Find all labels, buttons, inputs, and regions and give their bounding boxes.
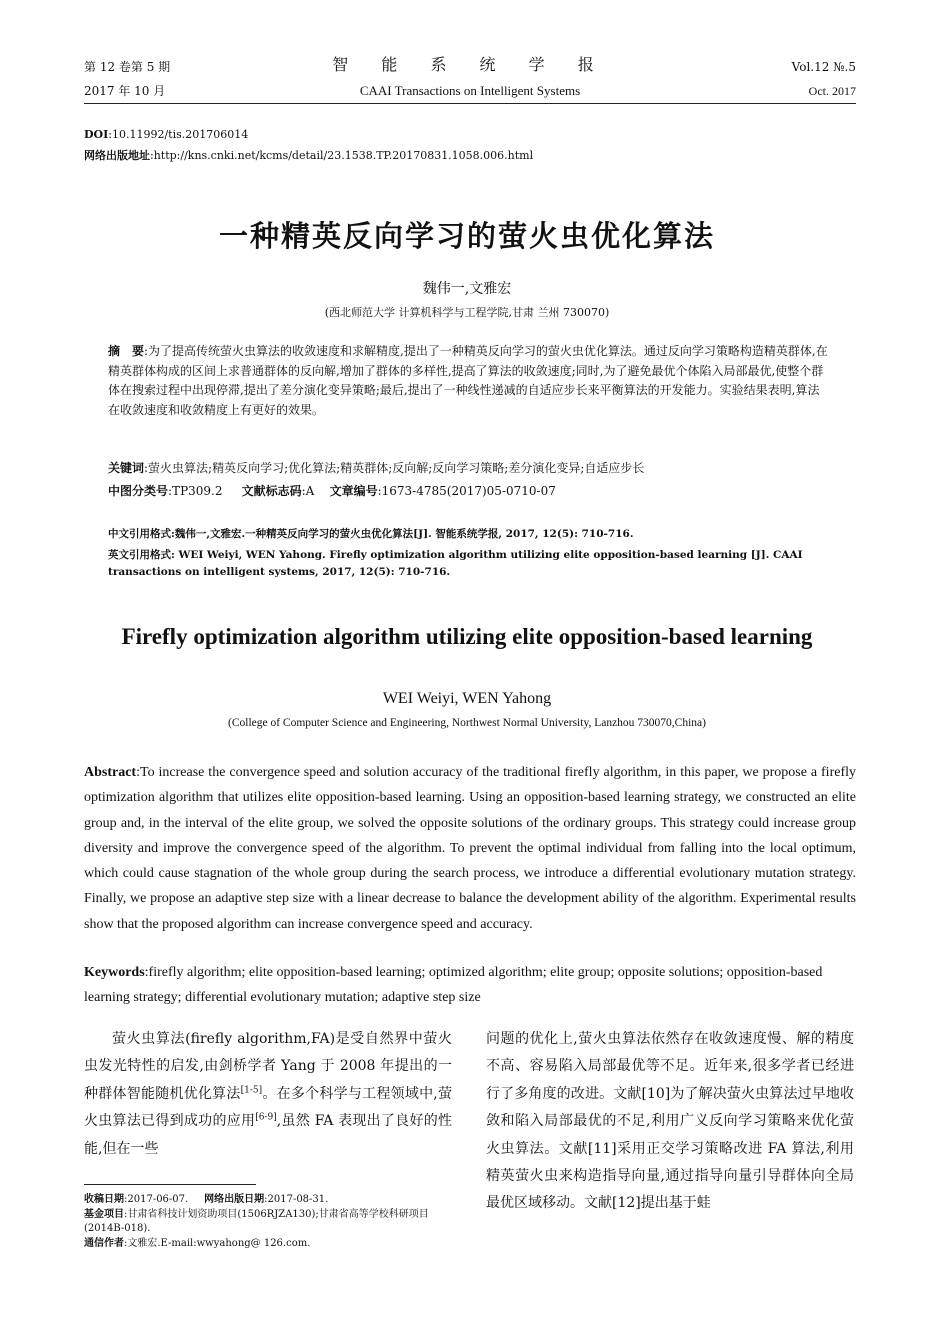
doi-line xyxy=(84,128,248,142)
abstract-en-text: :To increase the convergence speed and solution accuracy of the traditional firefly algorithm, in this paper, we propose a firefly optimization algorithm that utilizes elite opposition-based learning. Using an opposition-based learning strategy, we constructed an elite group and, in the interval of the elite group, we solved the opposite solutions of the ordinary groups. This strategy could increase group diversity and improve the convergence speed of the algorithm. To prevent the optimal individual from falling into the local optimum, which could cause stagnation of the whole group during the search process, we introduce a differential evolutionary mutation strategy. Finally, we propose an adaptive step size with a linear decrease to balance the development ability of the algorithm. Experimental results show that the proposed algorithm can increase convergence speed and accuracy. xyxy=(84,765,856,932)
doc-code-label: 文献标志码 xyxy=(241,484,302,498)
abstract-cn-label: 摘 要 xyxy=(108,344,145,358)
body-text: 萤火虫算法(firefly algorithm,FA)是受自然界中萤火虫发光特性的启发,由剑桥学者 Yang 于 2008 年提出的一种群体智能随机优化算法 xyxy=(84,1031,452,1102)
online-date-label: 网络出版日期 xyxy=(204,1194,265,1205)
journal-title-en: CAAI Transactions on Intelligent Systems xyxy=(359,83,581,98)
footnote-funding xyxy=(84,1208,469,1237)
doc-code-value: :A xyxy=(301,484,315,498)
doi-label: DOI xyxy=(84,128,109,141)
url-value: :http://kns.cnki.net/kcms/detail/23.1538.TP.20170831.1058.006.html xyxy=(150,149,534,162)
citation-cn: 中文引用格式:魏伟一,文雅宏.一种精英反向学习的萤火虫优化算法[J]. 智能系统学报, 2017, 12(5): 710-716. xyxy=(108,528,634,540)
paper-title-cn: 一种精英反向学习的萤火虫优化算法 xyxy=(218,219,715,253)
received-value: :2017-06-07. xyxy=(124,1194,189,1205)
authors-cn: 魏伟一,文雅宏 xyxy=(422,281,512,297)
clc-value: :TP309.2 xyxy=(168,484,223,498)
citation-en: 英文引用格式: WEI Weiyi, WEN Yahong. Firefly optimization algorithm utilizing elite opposition-based learning [J]. CAAI transactions on intelligent systems, 2017, 12(5): 710-716. xyxy=(108,549,803,578)
paper-title-en: Firefly optimization algorithm utilizing elite opposition-based learning xyxy=(121,624,813,649)
doi-value: :10.11992/tis.201706014 xyxy=(108,128,249,141)
keywords-cn xyxy=(108,460,830,476)
date-cn: 2017 年 10 月 xyxy=(84,84,166,98)
online-date-value: :2017-08-31. xyxy=(264,1194,329,1205)
footnote-corresponding xyxy=(84,1237,469,1252)
keywords-en-label: Keywords xyxy=(84,965,145,980)
body-text: ,虽然 FA 表现出了良好的性能,但在一些 xyxy=(84,1113,452,1157)
abstract-cn xyxy=(108,342,830,420)
affiliation-en: (College of Computer Science and Engineering, Northwest Normal University, Lanzhou 730070,China) xyxy=(228,717,706,729)
article-number-value: :1673-4785(2017)05-0710-07 xyxy=(377,484,556,498)
affiliation-cn: (西北师范大学 计算机科学与工程学院,甘肃 兰州 730070) xyxy=(324,306,610,319)
authors-en: WEI Weiyi, WEN Yahong xyxy=(382,690,552,707)
keywords-cn-label: 关键词 xyxy=(108,461,145,475)
body-paragraph xyxy=(84,1026,452,1163)
url-label: 网络出版地址 xyxy=(84,149,150,162)
body-paragraph: 问题的优化上,萤火虫算法依然存在收敛速度慢、解的精度不高、容易陷入局部最优等不足。近年来,很多学者已经进行了多角度的改进。文献[10]为了解决萤火虫算法过早地收敛和陷入局部最优的不足,利用广义反向学习策略来优化萤火虫算法。文献[11]采用正交学习策略改进 FA 算法,利用精英萤火虫来构造指导向量,通过指导向量引导群体向全局最优区域移动。文献[12]提出基于蛙 xyxy=(486,1031,854,1212)
clc-label: 中图分类号 xyxy=(108,484,169,498)
online-url-line xyxy=(84,149,533,163)
journal-title-cn: 智 能 系 统 学 报 xyxy=(332,55,608,74)
keywords-cn-text: :萤火虫算法;精英反向学习;优化算法;精英群体;反向解;反向学习策略;差分演化变异;自适应步长 xyxy=(144,461,645,475)
reference-marker[interactable]: [1-5] xyxy=(240,1085,263,1096)
keywords-en-text: :firefly algorithm; elite opposition-based learning; optimized algorithm; elite group; opposite solutions; opposition-based learning strategy; differential evolutionary mutation; adaptive step size xyxy=(84,965,823,1006)
footnotes xyxy=(84,1193,469,1251)
classification-line xyxy=(108,483,830,499)
abstract-cn-text: :为了提高传统萤火虫算法的收敛速度和求解精度,提出了一种精英反向学习的萤火虫优化算法。通过反向学习策略构造精英群体,在精英群体构成的区间上求普通群体的反向解,增加了群体的多样性,提高了算法的收敛速度;同时,为了避免最优个体陷入局部最优,使整个群体在搜索过程中出现停滞,提出了差分演化变异策略;最后,提出了一种线性递减的自适应步长来平衡算法的开发能力。实验结果表明,算法在收敛速度和收敛精度上有更好的效果。 xyxy=(108,344,828,417)
keywords-en xyxy=(84,960,856,1011)
footnote-dates xyxy=(84,1193,469,1208)
abstract-en xyxy=(84,760,856,937)
footnote-divider xyxy=(84,1184,256,1185)
issue-cn: 第 12 卷第 5 期 xyxy=(84,60,171,74)
body-column-right xyxy=(486,1026,854,1218)
corresponding-label: 通信作者 xyxy=(84,1237,124,1249)
abstract-en-label: Abstract xyxy=(84,765,137,780)
header-divider xyxy=(84,103,856,104)
volume-en: Vol.12 №.5 xyxy=(791,60,856,74)
article-number-label: 文章编号 xyxy=(329,484,378,498)
body-column-left xyxy=(84,1026,452,1163)
body-text: 。在多个科学与工程领域中,萤火虫算法已得到成功的应用 xyxy=(84,1085,452,1130)
corresponding-value: :文雅宏.E-mail:wwyahong@ 126.com. xyxy=(124,1237,311,1249)
date-en: Oct. 2017 xyxy=(808,84,856,98)
funding-label: 基金项目 xyxy=(84,1208,124,1220)
reference-marker[interactable]: [6-9] xyxy=(255,1112,277,1123)
received-label: 收稿日期 xyxy=(84,1194,124,1205)
funding-value: :甘肃省科技计划资助项目(1506RJZA130);甘肃省高等学校科研项目(2014B-018). xyxy=(84,1208,429,1234)
